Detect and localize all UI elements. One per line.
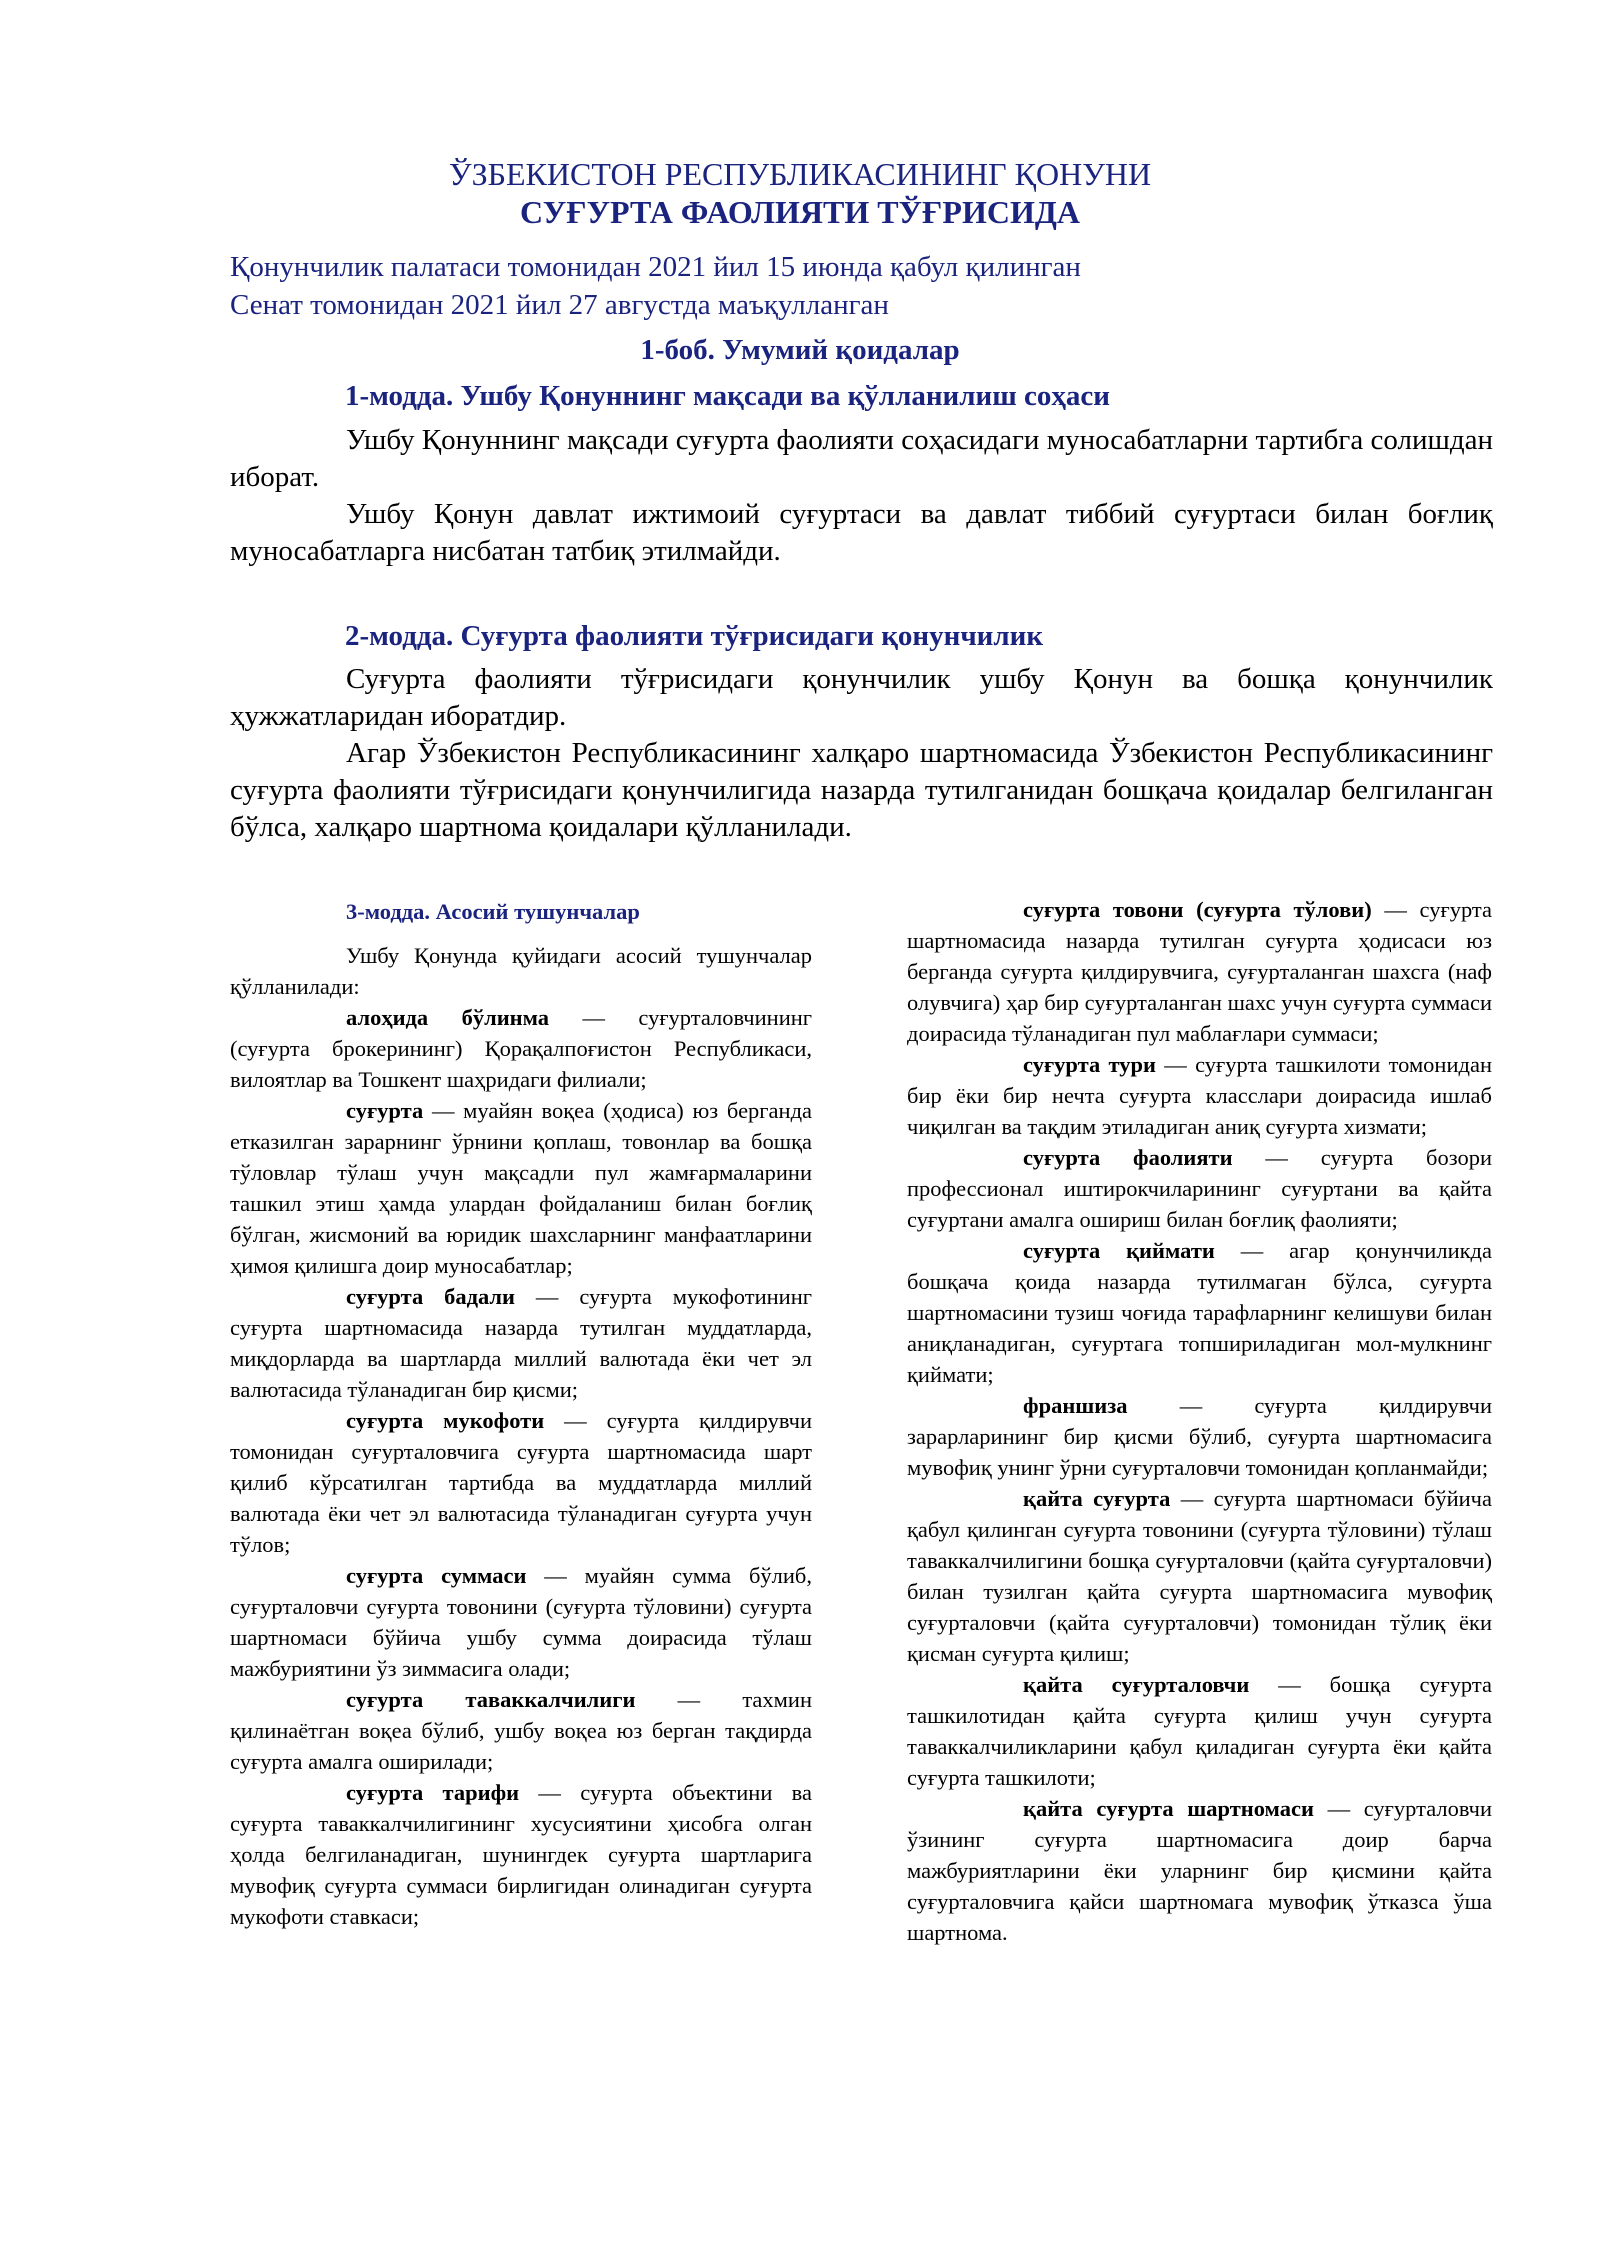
article-3-intro: Ушбу Қонунда қуйидаги асосий тушунчалар қўлланилади: <box>230 943 812 999</box>
definition-term: суғурта қиймати <box>1023 1238 1215 1263</box>
adoption-line: Қонунчилик палатаси томонидан 2021 йил 15 июнда қабул қилинган <box>230 251 1081 283</box>
paragraph: Агар Ўзбекистон Республикасининг халқаро шартномасида Ўзбекистон Республикасининг суғурта фаолияти тўғрисидаги қонунчилигида назарда тутилганидан бошқача қоидалар белгиланган бўлса, халқаро шартнома қоидалари қўлланилади. <box>230 737 1493 843</box>
definition-term: суғурта мукофоти <box>346 1408 545 1433</box>
definition-item <box>907 1235 1492 1390</box>
definition-term: суғурта фаолияти <box>1023 1145 1233 1170</box>
definition-text: — суғурта қилдирувчи томонидан суғурталовчига суғурта шартномасида шарт қилиб кўрсатилган тартибда ва муддатларда миллий валютада ёки чет эл валютасида тўланадиган суғурта учун тўлов; <box>230 1408 813 1557</box>
definition-item <box>230 1002 812 1095</box>
definition-item <box>230 1684 812 1777</box>
left-column <box>230 896 812 1932</box>
definition-term: суғурта таваккалчилиги <box>346 1687 636 1712</box>
definition-term: франшиза <box>1023 1393 1128 1418</box>
definition-text: — муайян воқеа (ҳодиса) юз берганда етказилган зарарнинг ўрнини қоплаш, товонлар ва бошқа тўловлар тўлаш учун мақсадли пул жамғармаларини ташкил этиш ҳамда улардан фойдаланиш билан боғлиқ бўлган, жисмоний ва юридик шахсларнинг манфаатларини ҳимоя қилишга доир муносабатлар; <box>230 1098 812 1278</box>
definition-text: — бошқа суғурта ташкилотидан қайта суғурта қилиш учун суғурта таваккалчиликларини қабул қиладиган суғурта ёки қайта суғурта ташкилоти; <box>907 1672 1492 1790</box>
chapter-title: 1-боб. Умумий қоидалар <box>640 334 960 366</box>
article-1-title: 1-модда. Ушбу Қонуннинг мақсади ва қўлланилиш соҳаси <box>345 380 1110 412</box>
definition-text: — суғурта мукофотининг суғурта шартномасида назарда тутилган муддатларда, миқдорларда ва шартларда миллий валютада ёки чет эл валютасида тўланадиган бир қисми; <box>230 1284 812 1402</box>
paragraph: Суғурта фаолияти тўғрисидаги қонунчилик ушбу Қонун ва бошқа қонунчилик ҳужжатларидан иборатдир. <box>230 663 1493 732</box>
article-2-title: 2-модда. Суғурта фаолияти тўғрисидаги қонунчилик <box>345 620 1044 652</box>
article-3-title: 3-модда. Асосий тушунчалар <box>346 899 640 924</box>
definition-item <box>907 1049 1492 1142</box>
definition-term: қайта суғурта <box>1023 1486 1171 1511</box>
paragraph: Ушбу Қонун давлат ижтимоий суғуртаси ва давлат тиббий суғуртаси билан боғлиқ муносабатларга нисбатан татбиқ этилмайди. <box>230 498 1493 567</box>
law-title: ЎЗБЕКИСТОН РЕСПУБЛИКАСИНИНГ ҚОНУНИ <box>448 156 1152 192</box>
definition-term: суғурта тури <box>1023 1052 1156 1077</box>
definition-text: — суғурта шартномасида назарда тутилган суғурта ҳодисаси юз берганда суғурта қилдирувчига, суғурталанган шахсга (наф олувчига) ҳар бир суғурталанган шахс учун суғурта суммаси доирасида тўланадиган пул маблағлари суммаси; <box>907 897 1492 1046</box>
definition-text: — суғурта шартномаси бўйича қабул қилинган суғурта товонини (суғурта тўловини) тўлаш таваккалчилигини бошқа суғурталовчи (қайта суғурталовчи) билан тузилган қайта суғурта шартномасига мувофиқ суғурталовчи (қайта суғурталовчи) томонидан тўлиқ ёки қисман суғурта қилиш; <box>907 1486 1492 1666</box>
definition-term: суғурта суммаси <box>346 1563 527 1588</box>
article-1-body <box>230 422 1493 570</box>
definition-item <box>907 1669 1492 1793</box>
definition-text: — суғурта объектини ва суғурта таваккалчилигининг хусусиятини ҳисобга олган ҳолда белгиланадиган, шунингдек суғурта шартларига мувофиқ суғурта суммаси бирлигидан олинадиган суғурта мукофоти ставкаси; <box>230 1780 812 1929</box>
definition-term: алоҳида бўлинма <box>346 1005 550 1030</box>
definition-term: суғурта бадали <box>346 1284 516 1309</box>
definition-text: — агар қонунчиликда бошқача қоида назарда тутилмаган бўлса, суғурта шартномасини тузиш чоғида тарафларнинг келишуви билан аниқланадиган, суғуртага топшириладиган мол-мулкнинг қиймати; <box>907 1238 1492 1387</box>
definition-term: суғурта тарифи <box>346 1780 520 1805</box>
paragraph: Ушбу Қонуннинг мақсади суғурта фаолияти соҳасидаги муносабатларни тартибга солишдан иборат. <box>230 424 1493 493</box>
definition-item <box>230 1777 812 1932</box>
definition-term: қайта суғурта шартномаси <box>1023 1796 1314 1821</box>
right-column <box>907 894 1492 1948</box>
definition-item <box>907 1390 1492 1483</box>
definition-item <box>907 1142 1492 1235</box>
definition-text: — суғурталовчининг (суғурта брокерининг) Қорақалпоғистон Республикаси, вилоятлар ва Тошкент шаҳридаги филиали; <box>230 1005 813 1092</box>
law-subject: СУҒУРТА ФАОЛИЯТИ ТЎҒРИСИДА <box>520 194 1080 230</box>
definition-text: — суғурталовчи ўзининг суғурта шартномасига доир барча мажбуриятларини ёки уларнинг бир қисмини қайта суғурталовчига қайси шартномага мувофиқ ўтказса ўша шартнома. <box>907 1796 1492 1945</box>
definition-text: — муайян сумма бўлиб, суғурталовчи суғурта товонини (суғурта тўловини) суғурта шартномаси бўйича ушбу сумма доирасида тўлаш мажбуриятини ўз зиммасига олади; <box>230 1563 812 1681</box>
definition-text: — суғурта бозори профессионал иштирокчиларининг суғуртани ва қайта суғуртани амалга ошириш билан боғлиқ фаолияти; <box>907 1145 1492 1232</box>
definition-item <box>907 894 1492 1049</box>
definition-text: — суғурта қилдирувчи зарарларининг бир қисми бўлиб, суғурта шартномасига мувофиқ унинг ўрни суғурталовчи томонидан қопланмайди; <box>907 1393 1492 1480</box>
definition-item <box>907 1793 1492 1948</box>
article-2-body <box>230 661 1493 846</box>
definition-item <box>907 1483 1492 1669</box>
approval-line: Сенат томонидан 2021 йил 27 августда маъқулланган <box>230 289 889 321</box>
definition-term: суғурта товони (суғурта тўлови) <box>1023 897 1372 922</box>
definition-text: — тахмин қилинаётган воқеа бўлиб, ушбу воқеа юз берган тақдирда суғурта амалга оширилади; <box>230 1687 812 1774</box>
definition-item <box>230 1405 812 1560</box>
definition-item <box>230 1281 812 1405</box>
definition-term: суғурта <box>346 1098 424 1123</box>
definition-item <box>230 1560 812 1684</box>
definition-term: қайта суғурталовчи <box>1023 1672 1250 1697</box>
definition-text: — суғурта ташкилоти томонидан бир ёки бир нечта суғурта класслари доирасида ишлаб чиқилган ва тақдим этиладиган аниқ суғурта хизмати; <box>907 1052 1492 1139</box>
definition-item <box>230 1095 812 1281</box>
